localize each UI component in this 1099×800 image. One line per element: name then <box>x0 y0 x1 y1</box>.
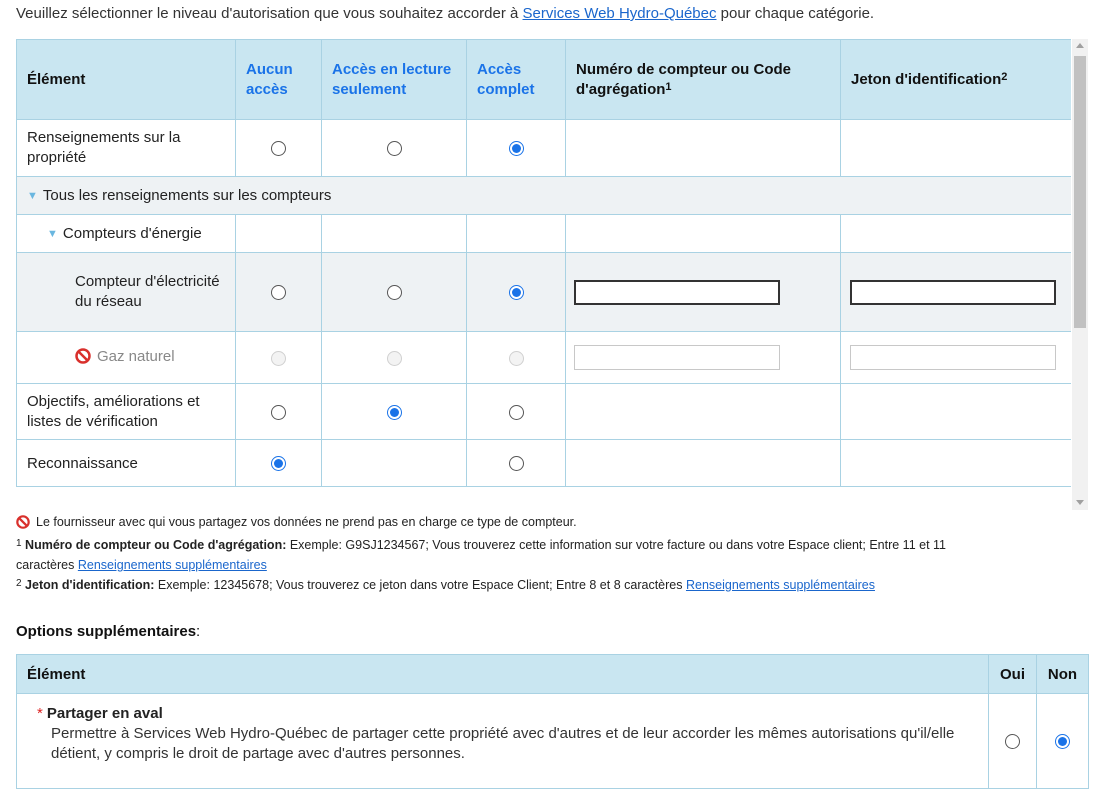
table-scrollbar[interactable] <box>1072 39 1088 510</box>
intro-text: Veuillez sélectionner le niveau d'autorisation que vous souhaitez accorder à Services Web Hydro-Québec pour chaque catégorie. <box>16 5 875 22</box>
property-read-radio[interactable] <box>387 141 402 156</box>
gas-token-input <box>850 345 1056 370</box>
option-description: Permettre à Services Web Hydro-Québec de partager cette propriété avec d'autres et de leur accorder les mêmes autorisations qu'il/elle détient, y compris le droit de partage avec d'autres personnes. <box>51 725 955 762</box>
collapse-triangle-icon[interactable]: ▼ <box>27 190 38 202</box>
row-property <box>17 120 1072 177</box>
required-mark: * <box>37 705 43 722</box>
header-row <box>17 40 1072 120</box>
footnote-1-cont: caractères Renseignements supplémentaires <box>16 558 267 572</box>
gas-meter-number-input <box>574 345 780 370</box>
col-read-only[interactable]: Accès en lecture seulement <box>322 40 467 120</box>
row-all-meters <box>17 177 1072 215</box>
recognition-none-radio[interactable] <box>271 456 286 471</box>
row-natural-gas <box>17 332 1072 384</box>
row-label: Tous les renseignements sur les compteurs <box>42 187 332 204</box>
electricity-read-radio[interactable] <box>387 285 402 300</box>
more-info-link-1[interactable]: Renseignements supplémentaires <box>77 558 267 572</box>
col-token: Jeton d'identification$^2$ <box>841 40 1072 120</box>
col-no-access[interactable]: Aucun accès <box>236 40 322 120</box>
gas-none-radio <box>271 351 286 366</box>
not-supported-icon <box>75 348 91 368</box>
row-energy-meters <box>17 215 1072 253</box>
row-share-downstream <box>17 694 1089 789</box>
authorization-table <box>16 39 1071 487</box>
col-meter-number: Numéro de compteur ou Code d'agrégation$^1$ <box>566 40 841 120</box>
options-col-element: Élément <box>17 655 989 694</box>
electricity-none-radio[interactable] <box>271 285 286 300</box>
property-full-radio[interactable] <box>509 141 524 156</box>
col-full-access[interactable]: Accès complet <box>467 40 566 120</box>
options-col-yes: Oui <box>989 655 1037 694</box>
footnote-2: $^2$ Jeton d'identification: Exemple: 12345678; Vous trouverez ce jeton dans votre Espace Client; Entre 8 et 8 caractères Renseignements supplémentaires <box>16 578 875 592</box>
row-label: Compteur d'électricité du réseau <box>17 253 236 332</box>
unsupported-note: Le fournisseur avec qui vous partagez vos données ne prend pas en charge ce type de compteur. <box>16 512 1076 535</box>
row-electricity-meter <box>17 253 1072 332</box>
scroll-up-arrow-icon[interactable] <box>1076 43 1084 48</box>
row-label: Gaz naturel <box>97 347 175 365</box>
col-element: Élément <box>17 40 236 120</box>
electricity-token-input[interactable] <box>850 280 1056 305</box>
gas-read-radio <box>387 351 402 366</box>
collapse-triangle-icon[interactable]: ▼ <box>47 228 58 240</box>
gas-full-radio <box>509 351 524 366</box>
scrollbar-thumb[interactable] <box>1074 56 1086 328</box>
not-supported-icon <box>16 515 30 535</box>
row-label: Renseignements sur la propriété <box>17 120 236 177</box>
authorization-table-container <box>16 39 1071 491</box>
services-web-link[interactable]: Services Web Hydro-Québec <box>522 5 717 22</box>
share-yes-radio[interactable] <box>1005 734 1020 749</box>
scroll-down-arrow-icon[interactable] <box>1076 500 1084 505</box>
electricity-meter-number-input[interactable] <box>574 280 780 305</box>
recognition-full-radio[interactable] <box>509 456 524 471</box>
options-table <box>16 654 1089 789</box>
goals-read-radio[interactable] <box>387 405 402 420</box>
row-goals <box>17 384 1072 440</box>
row-recognition <box>17 440 1072 487</box>
share-no-radio[interactable] <box>1055 734 1070 749</box>
options-title: Options supplémentaires: <box>16 623 201 640</box>
options-header-row <box>17 655 1089 694</box>
row-label: Compteurs d'énergie <box>62 225 202 242</box>
row-label: Objectifs, améliorations et listes de vérification <box>17 384 236 440</box>
row-label: Reconnaissance <box>17 440 236 487</box>
footnotes <box>16 512 1076 595</box>
more-info-link-2[interactable]: Renseignements supplémentaires <box>685 578 875 592</box>
options-col-no: Non <box>1037 655 1089 694</box>
option-label: Partager en aval <box>46 705 163 722</box>
electricity-full-radio[interactable] <box>509 285 524 300</box>
goals-none-radio[interactable] <box>271 405 286 420</box>
goals-full-radio[interactable] <box>509 405 524 420</box>
footnote-1: $^1$ Numéro de compteur ou Code d'agrégation: Exemple: G9SJ1234567; Vous trouverez cette information sur votre facture ou dans votre Espace client; Entre 11 et 11 <box>16 538 947 552</box>
property-none-radio[interactable] <box>271 141 286 156</box>
